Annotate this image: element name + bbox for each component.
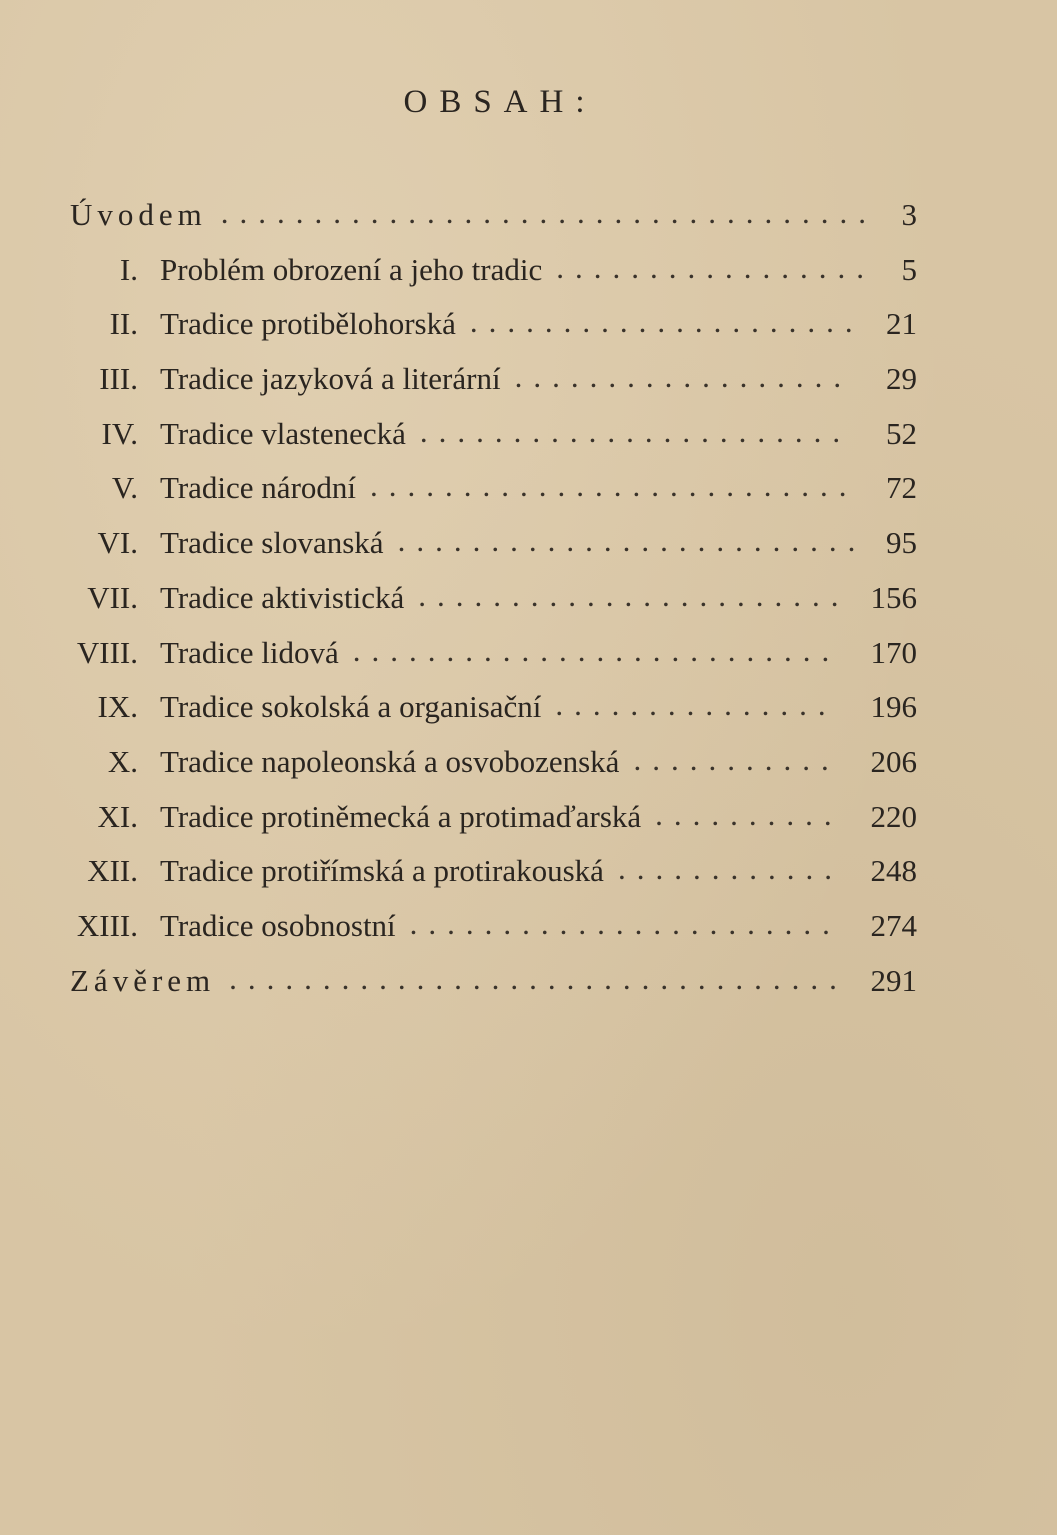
- toc-entry: [0, 296, 1057, 351]
- chapter-number: IV.: [101, 415, 138, 451]
- chapter-title: Tradice napoleonská a osvobozenská: [160, 743, 620, 779]
- chapter-number: XII.: [87, 853, 138, 889]
- chapter-title: Tradice protiněmecká a protimaďarská: [160, 798, 642, 834]
- page-number: 3: [901, 197, 917, 232]
- chapter-title: Tradice vlastenecká: [160, 415, 406, 451]
- dot-leader: ...................................: [220, 195, 878, 230]
- toc-entry: [0, 460, 1057, 515]
- chapter-number: I.: [119, 251, 138, 287]
- page-number: 72: [886, 470, 917, 506]
- toc-entry: [0, 351, 1057, 406]
- chapter-title: Tradice protibělohorská: [160, 306, 456, 342]
- page-number: 52: [886, 415, 917, 451]
- table-of-contents: [0, 187, 1057, 1007]
- toc-entry: [0, 242, 1057, 297]
- dot-leader: .......................: [418, 577, 850, 613]
- dot-leader: ...........: [633, 741, 840, 777]
- chapter-title: Tradice osobnostní: [160, 907, 396, 943]
- toc-entry: [0, 898, 1057, 953]
- dot-leader: ..........: [655, 796, 843, 832]
- page-number: 196: [870, 689, 917, 725]
- chapter-title: Tradice aktivistická: [160, 579, 405, 615]
- page-number: 5: [901, 251, 917, 287]
- dot-leader: ..........................: [370, 468, 858, 504]
- chapter-title: Tradice sokolská a organisační: [160, 689, 542, 725]
- toc-entry: [0, 843, 1057, 898]
- dot-leader: ..........................: [352, 632, 841, 668]
- chapter-title: Tradice národní: [160, 470, 357, 506]
- toc-entry: [0, 625, 1057, 680]
- chapter-title: Tradice lidová: [160, 634, 339, 670]
- toc-entry: [0, 789, 1057, 844]
- dot-leader: .................: [556, 249, 875, 285]
- chapter-title: Tradice slovanská: [160, 525, 384, 561]
- page-number: 170: [870, 634, 917, 670]
- dot-leader: ...............: [555, 687, 837, 723]
- toc-entry: [0, 953, 1057, 1008]
- toc-entry: [0, 515, 1057, 570]
- dot-leader: .....................: [469, 304, 864, 340]
- chapter-title: Tradice protiřímská a protirakouská: [160, 853, 604, 889]
- page-number: 248: [870, 853, 917, 889]
- toc-entry: [0, 406, 1057, 461]
- toc-entry: [0, 570, 1057, 625]
- page-number: 274: [870, 907, 917, 943]
- chapter-number: XI.: [97, 798, 138, 834]
- page-number: 206: [870, 743, 917, 779]
- dot-leader: .......................: [409, 905, 841, 941]
- chapter-number: VII.: [87, 579, 138, 615]
- page-number: 291: [870, 962, 917, 998]
- chapter-number: VIII.: [76, 634, 138, 670]
- toc-entry: [0, 679, 1057, 734]
- chapter-number: VI.: [97, 525, 138, 561]
- page-number: 220: [870, 798, 917, 834]
- dot-leader: .........................: [397, 523, 867, 559]
- toc-entry: [0, 187, 1057, 242]
- chapter-number: IX.: [97, 689, 138, 725]
- chapter-number: III.: [99, 361, 138, 397]
- dot-leader: ............: [617, 851, 843, 887]
- dot-leader: .................................: [229, 960, 848, 996]
- chapter-title: Závěrem: [70, 962, 216, 998]
- page-number: 95: [886, 525, 917, 561]
- page-number: 29: [886, 361, 917, 397]
- chapter-title: Úvodem: [70, 197, 207, 232]
- toc-entry: [0, 734, 1057, 789]
- chapter-title: Tradice jazyková a literární: [160, 361, 501, 397]
- page-number: 156: [870, 579, 917, 615]
- chapter-number: XIII.: [76, 907, 138, 943]
- page-number: 21: [886, 306, 917, 342]
- chapter-number: II.: [109, 306, 138, 342]
- dot-leader: .......................: [419, 413, 852, 449]
- chapter-number: X.: [107, 743, 138, 779]
- chapter-title: Problém obrození a jeho tradic: [160, 251, 543, 287]
- page-title: OBSAH:: [403, 84, 597, 120]
- chapter-number: V.: [111, 470, 138, 506]
- dot-leader: ..................: [514, 359, 853, 395]
